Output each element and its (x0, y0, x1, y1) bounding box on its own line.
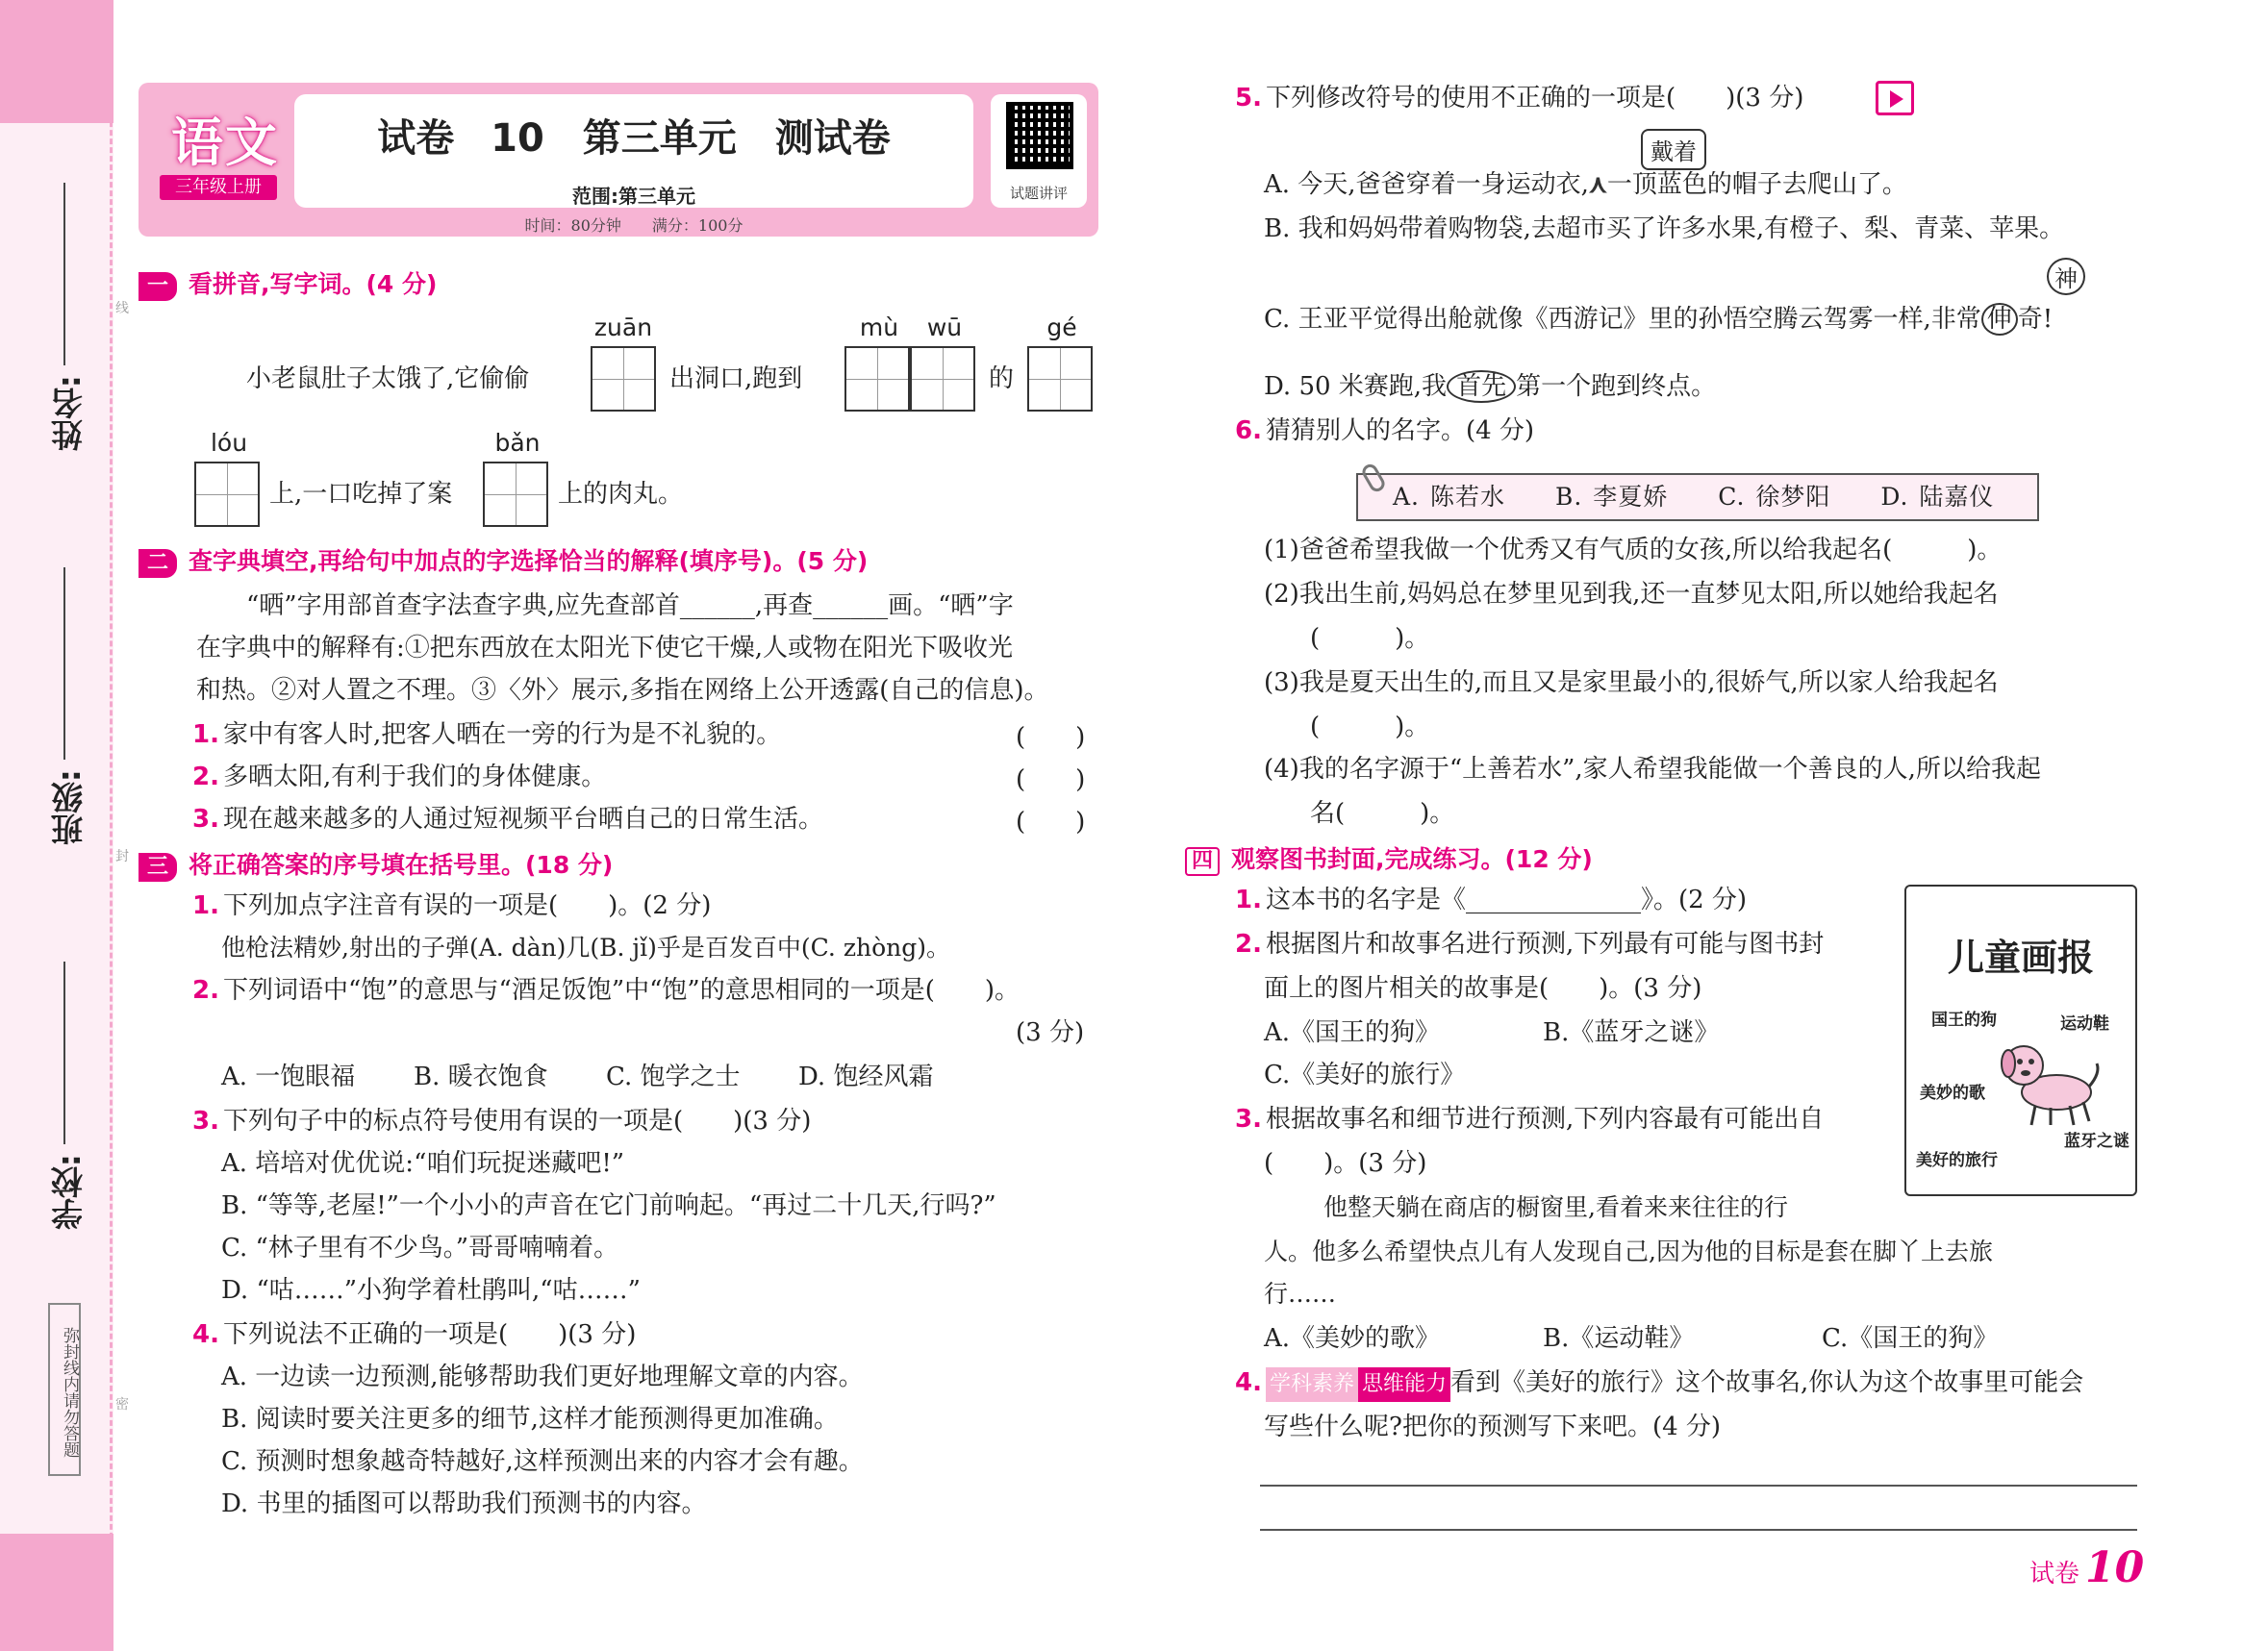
s4-q4-text-2: 写些什么呢?把你的预测写下来吧。(4 分) (1264, 1413, 1722, 1441)
q5-d-text-2: 第一个跑到终点。 (1516, 372, 1717, 401)
seal-notice: 弥封线内请勿答题 (48, 1303, 81, 1476)
s3-q2-score: (3 分) (1016, 1018, 1085, 1047)
q6-number: 6. (1235, 416, 1262, 445)
s4-q1-text[interactable]: 这本书的名字是《______________》。(2 分) (1265, 886, 1748, 914)
q5-option-d[interactable] (1264, 369, 1716, 404)
s3-q3-option-c[interactable]: C. “林子里有不少鸟。”哥哥喃喃着。 (221, 1234, 619, 1263)
q6-text: 猜猜别人的名字。(4 分) (1265, 416, 1535, 445)
s4-q2-option-a[interactable]: A.《国王的狗》 (1264, 1018, 1441, 1047)
s2-q1-text: 家中有客人时,把客人晒在一旁的行为是不礼貌的。 (222, 720, 782, 749)
q6-item-2b: ( )。 (1310, 624, 1430, 653)
s3-q4-option-b[interactable]: B. 阅读时要关注更多的细节,这样才能预测得更加准确。 (221, 1405, 839, 1434)
subject-label: 语文 (171, 113, 279, 173)
section-2-badge: 二 (139, 549, 177, 578)
q6-item-4: (4)我的名字源于“上善若水”,家人希望我能做一个善良的人,所以给我起 (1264, 755, 2041, 784)
s3-q1-sentence: 他枪法精妙,射出的子弹(A. dàn)几(B. jǐ)乎是百发百中(C. zhòng)。 (221, 934, 950, 962)
cover-label-sneakers: 运动鞋 (2060, 1014, 2109, 1034)
answer-paren[interactable]: ( ) (1016, 808, 1086, 837)
s3-q3: 3. 下列句子中的标点符号使用有误的一项是( )(3 分) (192, 1107, 812, 1136)
section-4-heading (1185, 840, 1593, 876)
q5-c-text: C. 王亚平觉得出舱就像《西游记》里的孙悟空腾云驾雾一样,非常 (1264, 305, 1981, 334)
s2-para-2: 在字典中的解释有:①把东西放在太阳光下使它干燥,人或物在阳光下吸收光 (196, 634, 1014, 663)
s2-q3-text: 现在越来越多的人通过短视频平台晒自己的日常生活。 (222, 805, 823, 834)
q6-item-3: (3)我是夏天出生的,而且又是家里最小的,很娇气,所以家人给我起名 (1264, 668, 1999, 697)
s1-line2-a: 上,一口吃掉了案 (269, 480, 453, 509)
seal-dot-seal: 封 (115, 849, 129, 864)
s3-q4-option-d[interactable]: D. 书里的插图可以帮助我们预测书的内容。 (221, 1489, 707, 1518)
s3-q3-option-d[interactable]: D. “咕……”小狗学着杜鹃叫,“咕……” (221, 1276, 641, 1305)
class-label: 班级: (50, 769, 88, 846)
seal-cut-line (110, 0, 113, 1651)
s2-q3: 3. 现在越来越多的人通过短视频平台晒自己的日常生活。 (192, 805, 823, 834)
q5-number: 5. (1235, 84, 1262, 113)
cover-label-song: 美妙的歌 (1920, 1084, 1985, 1103)
s2-q2: 2. 多晒太阳,有利于我们的身体健康。 (192, 763, 607, 791)
s4-q1: 1. 这本书的名字是《______________》。(2 分) (1235, 886, 1748, 914)
footer-label: 试卷 (2029, 1560, 2080, 1588)
pinyin-ge: gé (1046, 313, 1077, 341)
s3-q2: 2. 下列词语中“饱”的意思与“酒足饭饱”中“饱”的意思相同的一项是( )。 (192, 976, 1021, 1005)
s4-q3-text-2: ( )。(3 分) (1264, 1149, 1427, 1178)
section-1-title: 看拼音,写字词。(4 分) (189, 270, 438, 298)
pinyin-mu: mù (859, 313, 899, 341)
name-blank[interactable] (63, 183, 65, 365)
s4-q3-passage-3: 行…… (1264, 1280, 1337, 1308)
s3-q3-text: 下列句子中的标点符号使用有误的一项是( )(3 分) (222, 1107, 812, 1136)
school-blank[interactable] (63, 962, 65, 1144)
qr-code-icon[interactable] (1006, 102, 1073, 169)
q5-option-b[interactable]: B. 我和妈妈带着购物袋,去超市买了许多水果,有橙子、梨、青菜、苹果。 (1264, 214, 2065, 243)
tianzige-box[interactable] (844, 346, 910, 412)
cover-label-bluetooth: 蓝牙之谜 (2064, 1132, 2129, 1151)
pinyin-zuan: zuān (593, 313, 653, 341)
tianzige-box[interactable] (910, 346, 975, 412)
class-blank[interactable] (63, 567, 65, 760)
s2-q2-text: 多晒太阳,有利于我们的身体健康。 (222, 763, 607, 791)
q5-d-text: D. 50 米赛跑,我 (1264, 372, 1448, 401)
insert-caret-icon: ⋏ (1588, 170, 1607, 199)
tianzige-box[interactable] (1027, 346, 1093, 412)
s4-q3-passage-1: 他整天躺在商店的橱窗里,看着来来往往的行 (1323, 1193, 1788, 1221)
name-options-box: A. 陈若水 B. 李夏娇 C. 徐梦阳 D. 陆嘉仪 (1356, 473, 2039, 521)
exam-scope: 范围:第三单元 (572, 185, 695, 208)
page-title: 试卷 10 第三单元 测试卷 (377, 116, 891, 161)
cover-label-trip: 美好的旅行 (1916, 1151, 1998, 1170)
qr-label: 试题讲评 (1009, 185, 1068, 202)
pinyin-wu: wū (926, 313, 963, 341)
q5-a-text: A. 今天,爸爸穿着一身运动衣, (1264, 170, 1589, 199)
s4-q4-text: 看到《美好的旅行》这个故事名,你认为这个故事里可能会 (1450, 1368, 2084, 1397)
q5 (1235, 81, 1803, 115)
s4-q2: 2. 根据图片和故事名进行预测,下列最有可能与图书封 (1235, 930, 1825, 959)
s1-line1-a: 小老鼠肚子太饿了,它偷偷 (246, 364, 530, 393)
s3-q3-option-a[interactable]: A. 培培对优优说:“咱们玩捉迷藏吧!” (221, 1149, 625, 1178)
answer-line[interactable] (1260, 1485, 2137, 1487)
s3-q2-option-b[interactable]: B. 暖衣饱食 (414, 1063, 548, 1091)
s3-q4-option-c[interactable]: C. 预测时想象越奇特越好,这样预测出来的内容才会有趣。 (221, 1447, 864, 1476)
s2-q1: 1. 家中有客人时,把客人晒在一旁的行为是不礼貌的。 (192, 720, 782, 749)
s1-line1-b: 出洞口,跑到 (669, 364, 803, 393)
book-cover-title: 儿童画报 (1947, 937, 2094, 979)
s4-q2-option-c[interactable]: C.《美好的旅行》 (1264, 1061, 1466, 1089)
q5-c-text-2: 奇! (2017, 305, 2054, 334)
q5-option-a[interactable] (1264, 167, 1907, 202)
q6-item-3b: ( )。 (1310, 713, 1430, 741)
q6-item-4b: 名( )。 (1310, 799, 1455, 828)
section-3-title: 将正确答案的序号填在括号里。(18 分) (189, 851, 614, 879)
s2-para-1: “晒”字用部首查字法查字典,应先查部首______,再查______画。“晒”字 (246, 591, 1014, 620)
q6-item-2: (2)我出生前,妈妈总在梦里见到我,还一直梦见太阳,所以她给我起名 (1264, 580, 1999, 609)
s4-q3-option-b[interactable]: B.《运动鞋》 (1543, 1324, 1695, 1353)
s4-q2-option-b[interactable]: B.《蓝牙之谜》 (1543, 1018, 1720, 1047)
section-2-title: 查字典填空,再给句中加点的字选择恰当的解释(填序号)。(5 分) (189, 547, 869, 575)
seal-dot-line: 线 (115, 301, 129, 316)
footer-number: 10 (2085, 1543, 2145, 1592)
s4-q3-text: 根据故事名和细节进行预测,下列内容最有可能出自 (1265, 1105, 1825, 1134)
tianzige-box[interactable] (194, 462, 260, 527)
s4-q3-option-a[interactable]: A.《美妙的歌》 (1264, 1324, 1441, 1353)
name-label: 姓名: (50, 375, 88, 452)
section-3-heading (139, 846, 613, 882)
tianzige-box[interactable] (483, 462, 548, 527)
circled-word-shouxian: 首先 (1447, 370, 1516, 403)
pinyin-ban: bǎn (494, 429, 541, 457)
s4-q2-text: 根据图片和故事名进行预测,下列最有可能与图书封 (1265, 930, 1825, 959)
tag-thinking-ability: 思维能力 (1358, 1367, 1450, 1402)
q6 (1235, 413, 1534, 448)
section-4-badge: 四 (1185, 847, 1220, 876)
s3-q2-text: 下列词语中“饱”的意思与“酒足饭饱”中“饱”的意思相同的一项是( )。 (222, 976, 1021, 1005)
circled-char-shen: 伸 (1981, 303, 2018, 336)
s3-q2-option-d[interactable]: D. 饱经风霜 (798, 1063, 934, 1091)
s3-q4-text: 下列说法不正确的一项是( )(3 分) (222, 1320, 637, 1349)
tianzige-box[interactable] (591, 346, 656, 412)
s3-q3-option-b[interactable]: B. “等等,老屋!”一个小小的声音在它门前响起。“再过二十几天,行吗?” (221, 1191, 996, 1220)
video-icon[interactable] (1876, 81, 1914, 115)
answer-line[interactable] (1260, 1529, 2137, 1531)
dog-illustration-icon (1989, 1025, 2104, 1131)
s4-q2-text-2: 面上的图片相关的故事是( )。(3 分) (1264, 974, 1702, 1003)
grade-badge: 三年级上册 (160, 175, 277, 200)
insert-mark-daizhe: 戴着 (1641, 129, 1706, 170)
s4-q3-option-c[interactable]: C.《国王的狗》 (1822, 1324, 1999, 1353)
tag-subject-literacy: 学科素养 (1266, 1367, 1358, 1402)
q6-item-1: (1)爸爸希望我做一个优秀又有气质的女孩,所以给我起名( )。 (1264, 536, 2003, 564)
page-footer (2029, 1543, 2144, 1592)
s3-q4: 4. 下列说法不正确的一项是( )(3 分) (192, 1320, 637, 1349)
section-2-heading (139, 542, 868, 578)
s3-q1: 1. 下列加点字注音有误的一项是( )。(2 分) (192, 891, 712, 920)
pinyin-lou: lóu (210, 429, 248, 457)
s4-q3-passage-2: 人。他多么希望快点儿有人发现自己,因为他的目标是套在脚丫上去旅 (1264, 1238, 1993, 1265)
q5-a-text-2: 一顶蓝色的帽子去爬山了。 (1606, 170, 1907, 199)
s3-q4-option-a[interactable]: A. 一边读一边预测,能够帮助我们更好地理解文章的内容。 (221, 1363, 864, 1391)
answer-paren[interactable]: ( ) (1016, 723, 1086, 752)
section-4-title: 观察图书封面,完成练习。(12 分) (1231, 845, 1593, 873)
section-3-badge: 三 (139, 853, 177, 882)
s4-q4: 4. 学科素养 思维能力 看到《美好的旅行》这个故事名,你认为这个故事里可能会 (1235, 1365, 2083, 1402)
cover-label-king-dog: 国王的狗 (1931, 1011, 1997, 1030)
margin-top-band (0, 0, 113, 123)
exam-time-score: 时间：80分钟 满分：100分 (524, 216, 743, 235)
s1-line2-b: 上的肉丸。 (558, 480, 684, 509)
s1-line1-c: 的 (989, 364, 1015, 393)
s4-q3: 3. 根据故事名和细节进行预测,下列内容最有可能出自 (1235, 1105, 1825, 1134)
answer-paren[interactable]: ( ) (1016, 765, 1086, 794)
q5-text: 下列修改符号的使用不正确的一项是( )(3 分) (1265, 84, 1804, 113)
s3-q1-text: 下列加点字注音有误的一项是( )。(2 分) (222, 891, 712, 920)
s2-para-3: 和热。②对人置之不理。③〈外〉展示,多指在网络上公开透露(自己的信息)。 (196, 676, 1049, 705)
replace-mark-shen: 神 (2047, 258, 2085, 295)
seal-dot-dense: 密 (115, 1397, 129, 1413)
s3-q2-option-a[interactable]: A. 一饱眼福 (221, 1063, 356, 1091)
section-1-badge: 一 (139, 272, 177, 301)
school-label: 学校: (50, 1154, 88, 1231)
margin-bottom-band (0, 1534, 113, 1651)
section-1-heading (139, 265, 437, 301)
s3-q2-option-c[interactable]: C. 饱学之士 (606, 1063, 741, 1091)
q5-option-c[interactable] (1264, 302, 2053, 337)
